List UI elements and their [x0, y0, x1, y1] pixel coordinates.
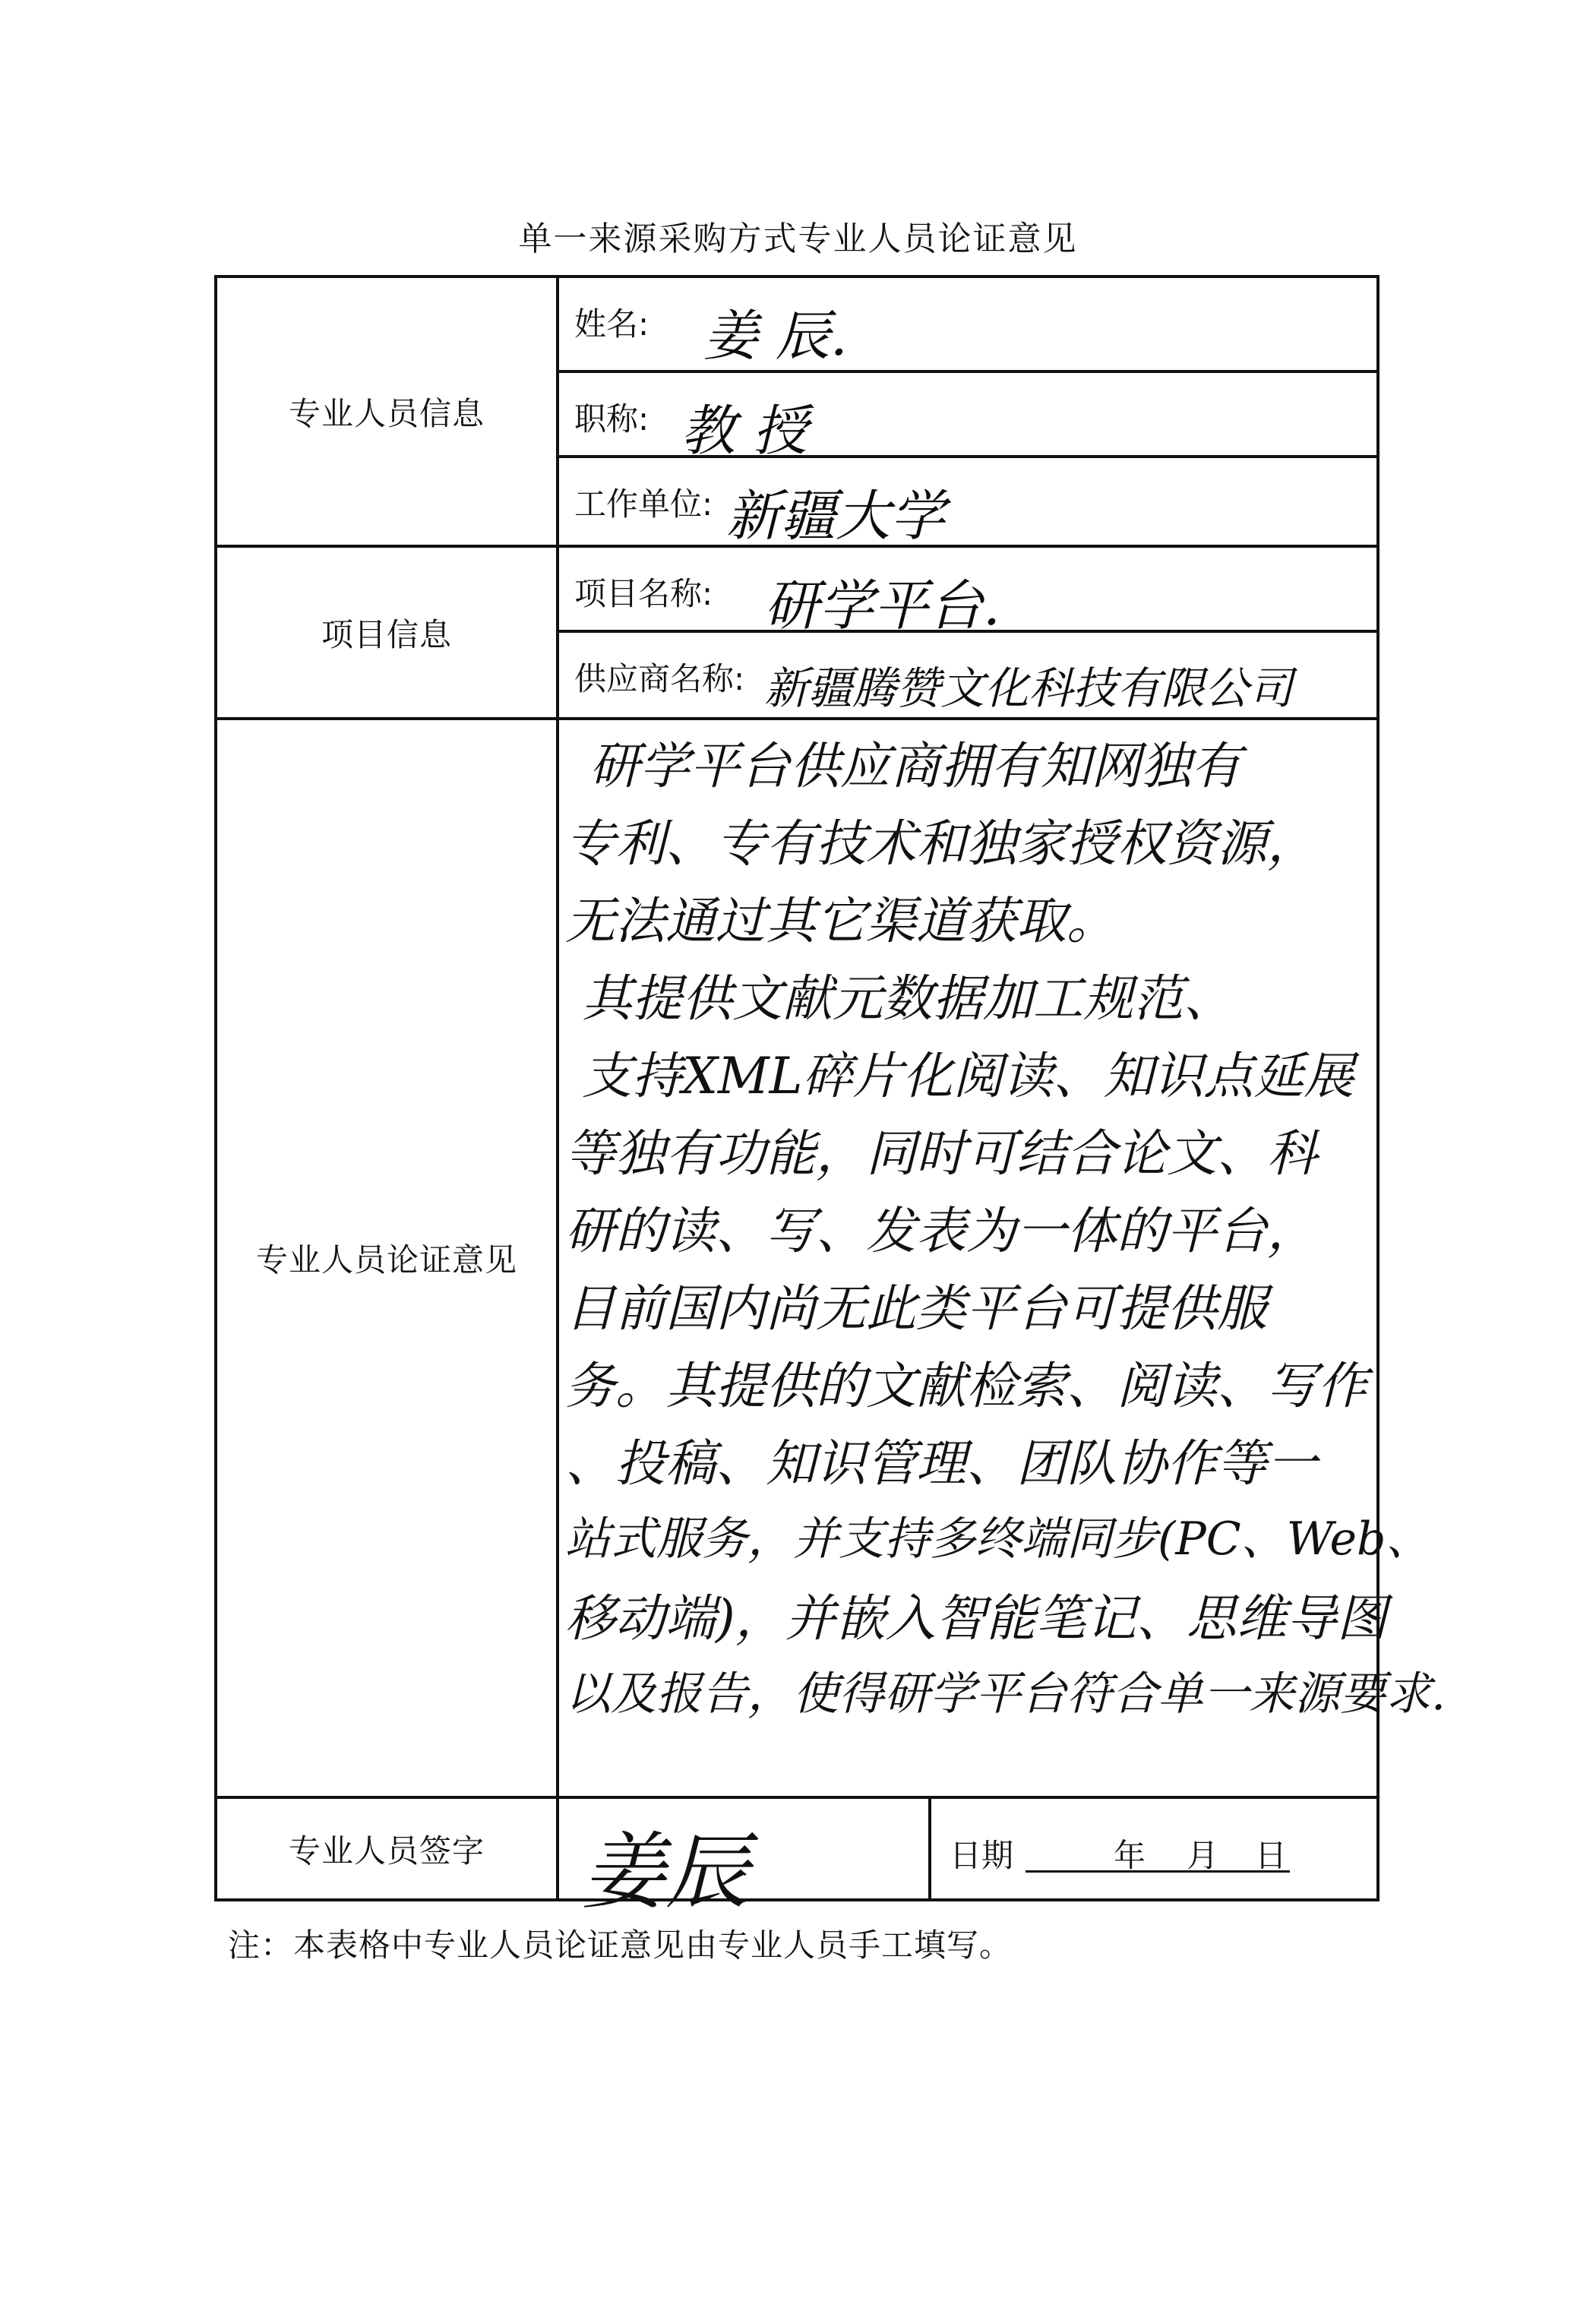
opinion-text	[559, 720, 1446, 1784]
job-title-value: 教 授	[681, 399, 807, 463]
footnote: 注：本表格中专业人员论证意见由专业人员手工填写。	[228, 1927, 1013, 1964]
opinion-line: 研学平台供应商拥有知网独有	[589, 737, 1241, 795]
opinion-line: 无法通过其它渠道获取。	[565, 892, 1117, 950]
org-label: 工作单位:	[574, 485, 713, 523]
supplier-field	[558, 631, 1378, 719]
job-title-label: 职称:	[574, 400, 649, 438]
date-month: 月	[1187, 1837, 1219, 1874]
project-name-label: 项目名称:	[574, 575, 713, 612]
date-label: 日期	[950, 1837, 1014, 1874]
name-value: 姜 辰.	[703, 304, 848, 368]
opinion-label: 专业人员论证意见	[216, 719, 558, 1797]
date-year: 年	[1114, 1837, 1146, 1874]
opinion-line: 等独有功能，同时可结合论文、科	[565, 1124, 1317, 1183]
opinion-line: 研的读、写、发表为一体的平台，	[565, 1202, 1317, 1260]
title-field	[558, 371, 1378, 463]
project-info-label: 项目信息	[216, 546, 558, 719]
opinion-line: 目前国内尚无此类平台可提供服	[565, 1279, 1267, 1338]
form-title: 单一来源采购方式专业人员论证意见	[518, 220, 1078, 258]
supplier-value: 新疆腾赞文化科技有限公司	[764, 662, 1294, 714]
date-underline	[1026, 1831, 1290, 1873]
expert-info-label: 专业人员信息	[216, 277, 558, 546]
opinion-line: 、投稿、知识管理、团队协作等一	[565, 1434, 1317, 1493]
date-day: 日	[1255, 1837, 1288, 1874]
project-name-value: 研学平台.	[764, 574, 1000, 637]
org-field	[558, 457, 1378, 546]
opinion-line: 务。其提供的文献检索、阅读、写作	[565, 1357, 1367, 1415]
signature-value: 姜辰	[582, 1823, 749, 1920]
opinion-line: 支持XML碎片化阅读、知识点延展	[582, 1047, 1354, 1105]
date-field	[930, 1797, 1378, 1900]
opinion-line: 其提供文献元数据加工规范、	[582, 969, 1234, 1028]
org-value: 新疆大学	[726, 484, 946, 548]
argument-form-table	[214, 275, 1446, 1920]
name-field	[558, 277, 1378, 371]
opinion-line: 专利、专有技术和独家授权资源，	[565, 814, 1317, 873]
name-label: 姓名:	[574, 305, 649, 343]
opinion-line: 站式服务，并支持多终端同步(PC、Web、	[565, 1513, 1432, 1566]
project-name-field	[558, 546, 1378, 637]
opinion-line: 以及报告，使得研学平台符合单一来源要求.	[565, 1667, 1446, 1721]
signature-field	[558, 1797, 930, 1920]
opinion-field	[558, 719, 1446, 1797]
opinion-line: 移动端)，并嵌入智能笔记、思维导图	[565, 1589, 1387, 1648]
signature-label: 专业人员签字	[216, 1797, 558, 1900]
supplier-label: 供应商名称:	[574, 660, 745, 697]
